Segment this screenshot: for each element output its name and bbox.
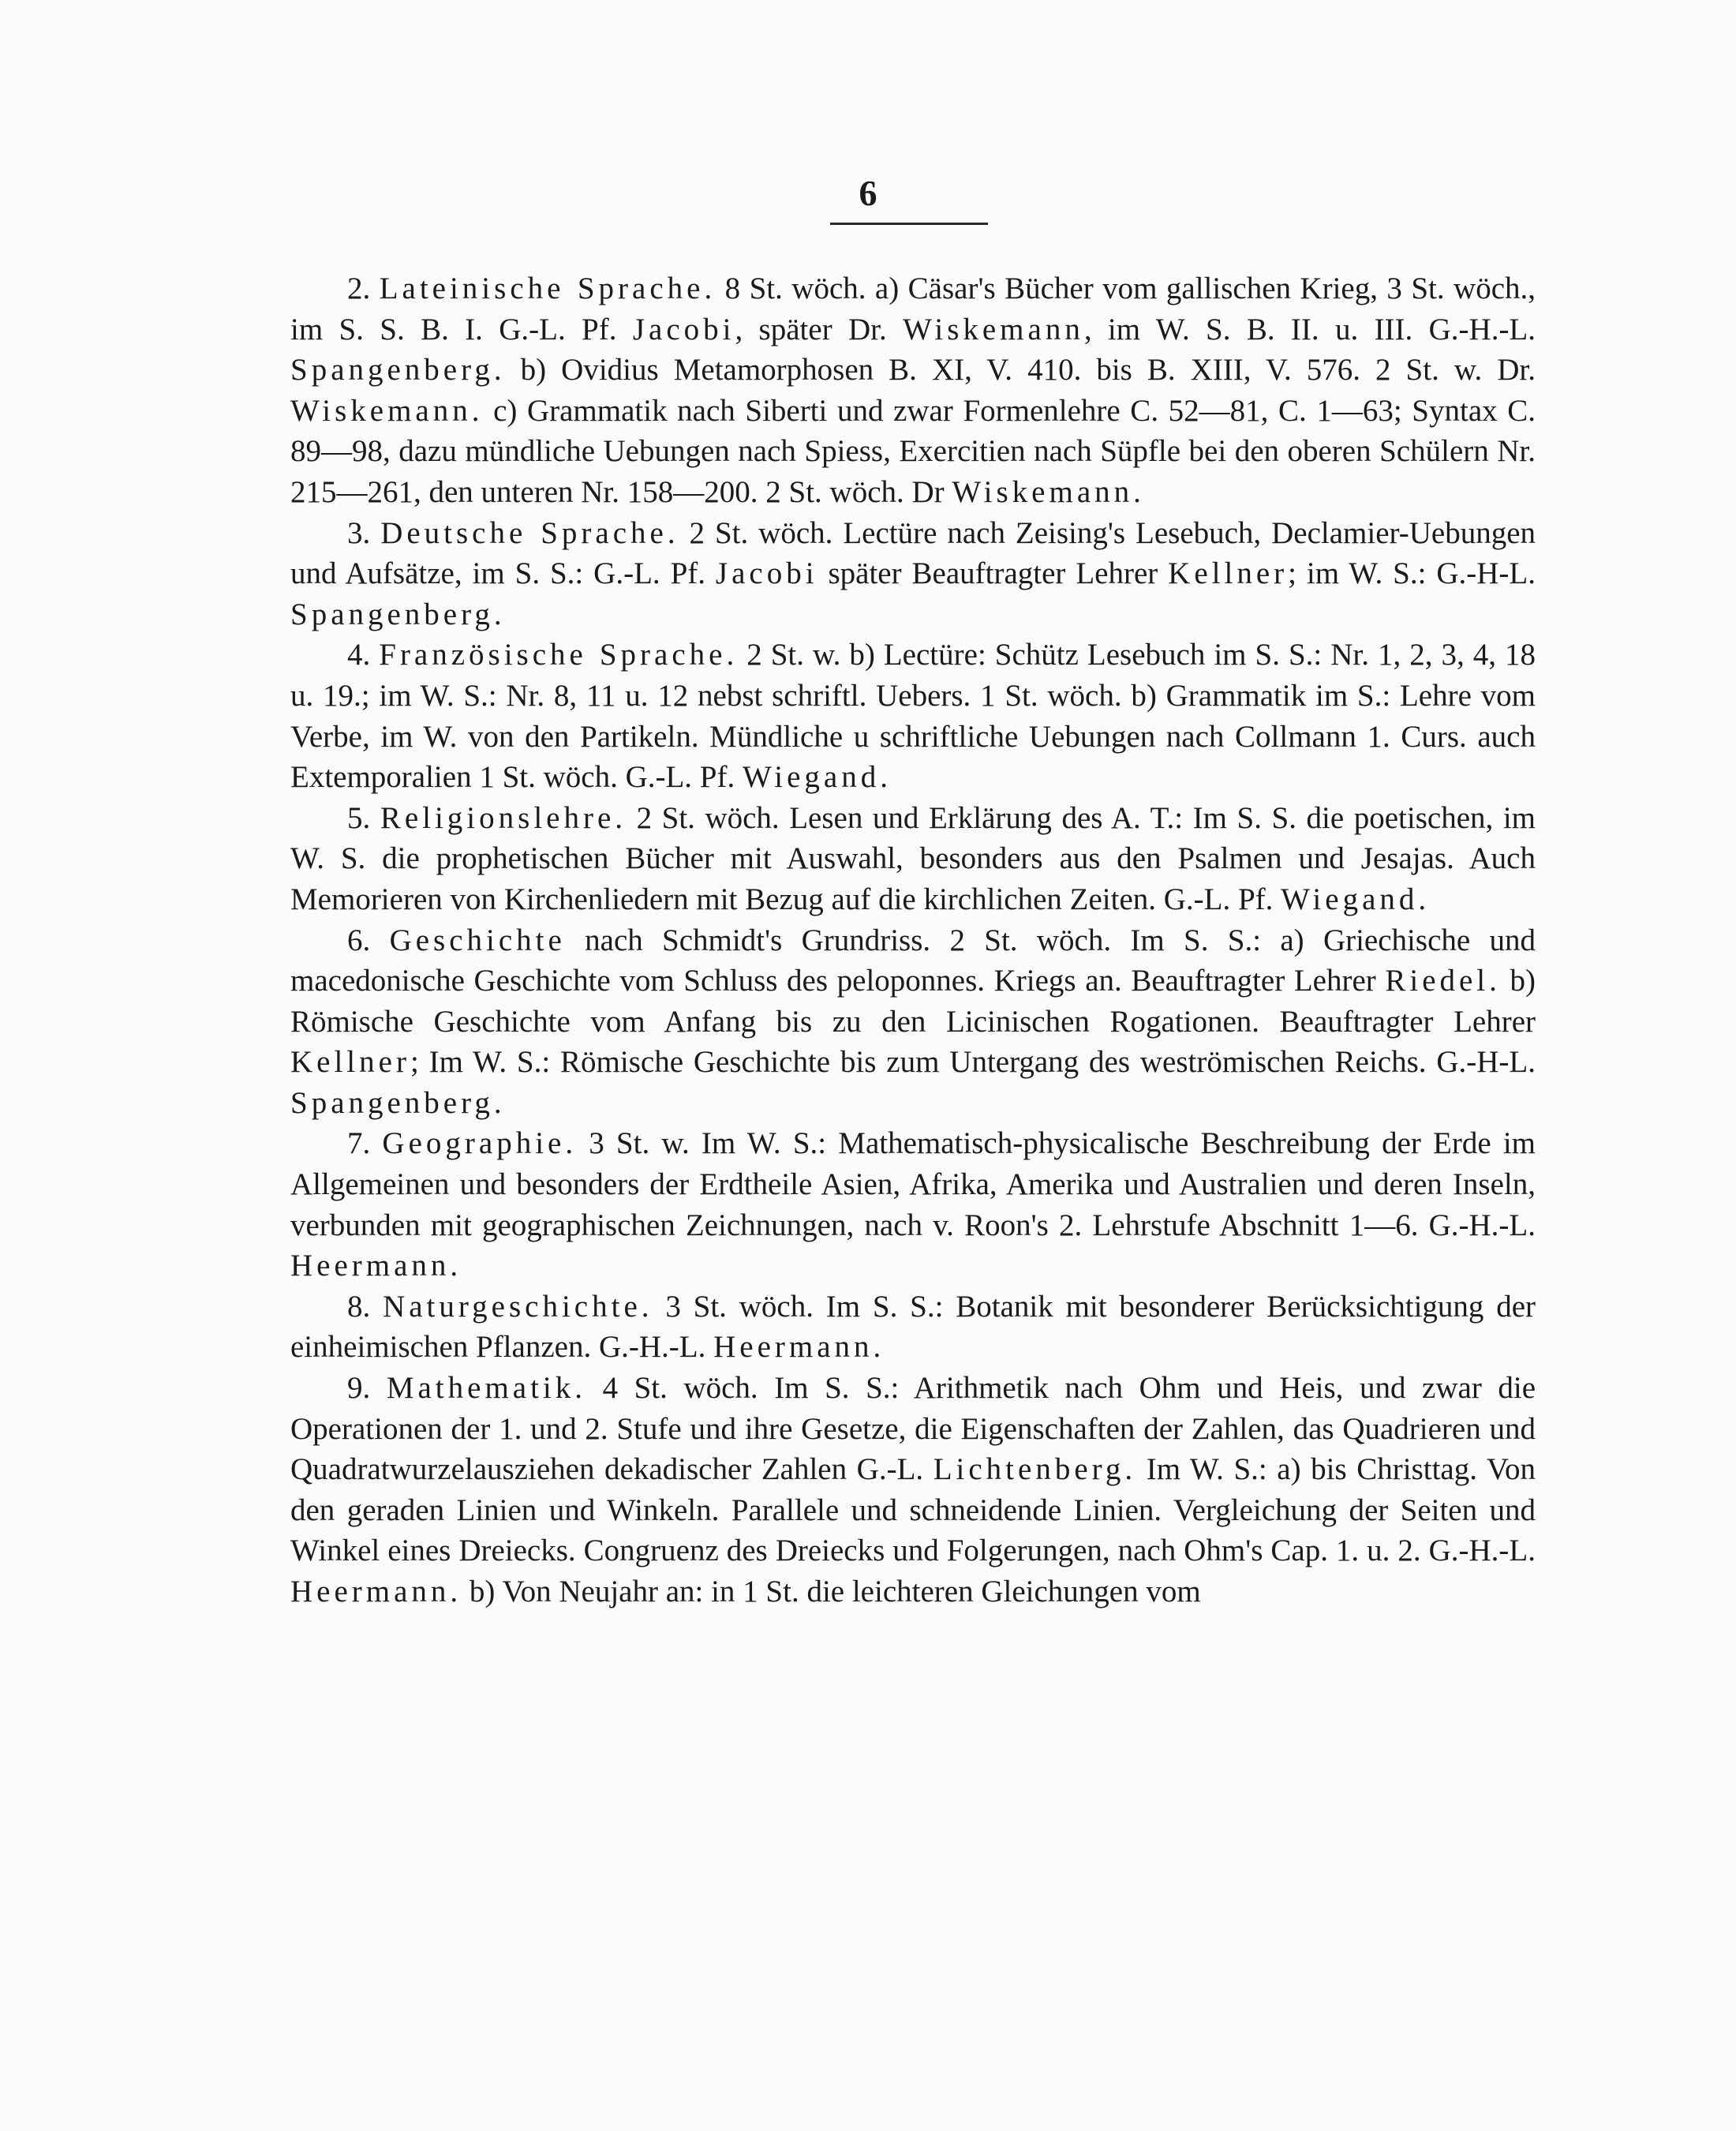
text-run: , im W. S. B. II. u. III. G.-H.-L. [1083,312,1536,346]
paragraph-natural-history [290,1286,1536,1368]
text-run: , später Dr. [735,312,904,346]
paragraph-mathematics [290,1368,1536,1612]
text-run: b) Römische Geschichte vom Anfang bis zu den Licinischen Rogationen. Beauftragter Lehrer [290,964,1536,1039]
spaced-emphasis: Heermann. [713,1330,885,1365]
text-run: ; Im W. S.: Römische Geschichte bis zum Untergang des weströmischen Reichs. G.-H-L. [410,1045,1536,1080]
spaced-emphasis: Riedel. [1385,964,1501,998]
spaced-emphasis: Wiegand. [1281,882,1431,916]
spaced-emphasis: Mathematik. [386,1371,587,1406]
text-run: 5. [347,800,380,835]
text-run: 6. [347,923,390,957]
spaced-emphasis: Heermann. [290,1575,462,1609]
spaced-emphasis: Wiegand. [742,760,892,795]
paragraph-german [290,513,1536,635]
paragraph-history [290,920,1536,1124]
text-run: 3 St. w. Im W. S.: Mathematisch-physicalische Beschreibung der Erde im Allgemeinen und besonders der Erdtheile Asien, Afrika, Amerika und Australien und deren Inseln, verbunden mit geographischen Zeichnungen, nach v. Roon's 2. Lehrstufe Abschnitt 1—6. G.-H.-L. [290,1126,1536,1242]
text-block [290,268,1536,1612]
text-run: 3. [347,515,381,550]
spaced-emphasis: Lichtenberg. [933,1452,1137,1487]
text-run: b) Von Neujahr an: in 1 St. die leichteren Gleichungen vom [462,1575,1201,1609]
spaced-emphasis: Deutsche Sprache. [380,515,679,550]
text-run: nach Schmidt's Grundriss. 2 St. wöch. Im S. S.: a) Griechische und macedonische Geschichte vom Schluss des peloponnes. Kriegs an. Beauftragter Lehrer [290,923,1536,998]
spaced-emphasis: Französische Sprache. [379,638,739,672]
page-number: 6 [859,173,877,213]
text-run: 8. [347,1289,383,1324]
spaced-emphasis: Naturgeschichte. [383,1289,653,1324]
spaced-emphasis: Spangenberg. [290,1085,506,1120]
spaced-emphasis: Geschichte [389,923,566,957]
spaced-emphasis: Wiskemann. [952,474,1145,509]
paragraph-religion [290,798,1536,920]
spaced-emphasis: Jacobi [715,556,818,591]
spaced-emphasis: Spangenberg. [290,353,506,388]
text-run: 2 St. w. b) Lectüre: Schütz Lesebuch im S. S.: Nr. 1, 2, 3, 4, 18 u. 19.; im W. S.: Nr. 8, 11 u. 12 nebst schriftl. Uebers. 1 St. wöch. b) Grammatik im S.: Lehre vom Verbe, im W. von den Partikeln. Mündliche u schriftliche Uebungen nach Collmann 1. Curs. auch Extemporalien 1 St. wöch. G.-L. Pf. [290,638,1536,795]
text-run: 4 St. wöch. Im S. S.: Arithmetik nach Ohm und Heis, und zwar die Operationen der 1. und 2. Stufe und ihre Gesetze, die Eigenschaften der Zahlen, das Quadrieren und Quadratwurzelausziehen dekadischer Zahlen G.-L. [290,1371,1536,1487]
spaced-emphasis: Geographie. [382,1126,578,1161]
paragraph-latin [290,268,1536,513]
text-run: 2 St. wöch. Lectüre nach Zeising's Lesebuch, Declamier-Uebungen und Aufsätze, im S. S.: G.-L. Pf. [290,515,1536,591]
spaced-emphasis: Jacobi [632,312,735,346]
spaced-emphasis: Wiskemann. [290,393,484,428]
spaced-emphasis: Religionslehre. [380,800,627,835]
text-run: 2 St. wöch. Lesen und Erklärung des A. T.: Im S. S. die poetischen, im W. S. die prophetischen Bücher mit Auswahl, besonders aus den Psalmen und Jesajas. Auch Memorieren von Kirchenliedern mit Bezug auf die kirchlichen Zeiten. G.-L. Pf. [290,800,1536,916]
spaced-emphasis: Kellner [1168,556,1289,591]
text-run: 9. [347,1371,387,1406]
text-run: b) Ovidius Metamorphosen B. XI, V. 410. bis B. XIII, V. 576. 2 St. w. Dr. [505,353,1536,388]
text-run: Im W. S.: a) bis Christtag. Von den geraden Linien und Winkeln. Parallele und schneidende Linien. Vergleichung der Seiten und Winkel eines Dreiecks. Congruenz des Dreiecks und Folgerungen, nach Ohm's Cap. 1. u. 2. G.-H.-L. [290,1452,1536,1568]
paragraph-geography [290,1123,1536,1286]
spaced-emphasis: Spangenberg. [290,597,506,631]
text-run: 3 St. wöch. Im S. S.: Botanik mit besonderer Berücksichtigung der einheimischen Pflanzen. G.-H.-L. [290,1289,1536,1365]
paragraph-french [290,635,1536,797]
spaced-emphasis: Wiskemann [903,312,1084,346]
page-number-rule [830,223,988,225]
text-run: 2. [347,272,380,305]
spaced-emphasis: Lateinische Sprache. [379,272,716,305]
text-run: ; im W. S.: G.-H-L. [1288,556,1536,591]
spaced-emphasis: Heermann. [290,1249,462,1283]
text-run: 7. [347,1126,383,1161]
spaced-emphasis: Kellner [290,1045,410,1080]
text-run: 4. [347,638,380,672]
text-run: 8 St. wöch. a) Cäsar's Bücher vom gallischen Krieg, 3 St. wöch., im S. S. B. I. G.-L. Pf. [290,272,1536,346]
text-run: c) Grammatik nach Siberti und zwar Formenlehre C. 52—81, C. 1—63; Syntax C. 89—98, dazu mündliche Uebungen nach Spiess, Exercitien nach Süpfle bei den oberen Schülern Nr. 215—261, den unteren Nr. 158—200. 2 St. wöch. Dr [290,393,1536,509]
text-run: später Beauftragter Lehrer [817,556,1169,591]
